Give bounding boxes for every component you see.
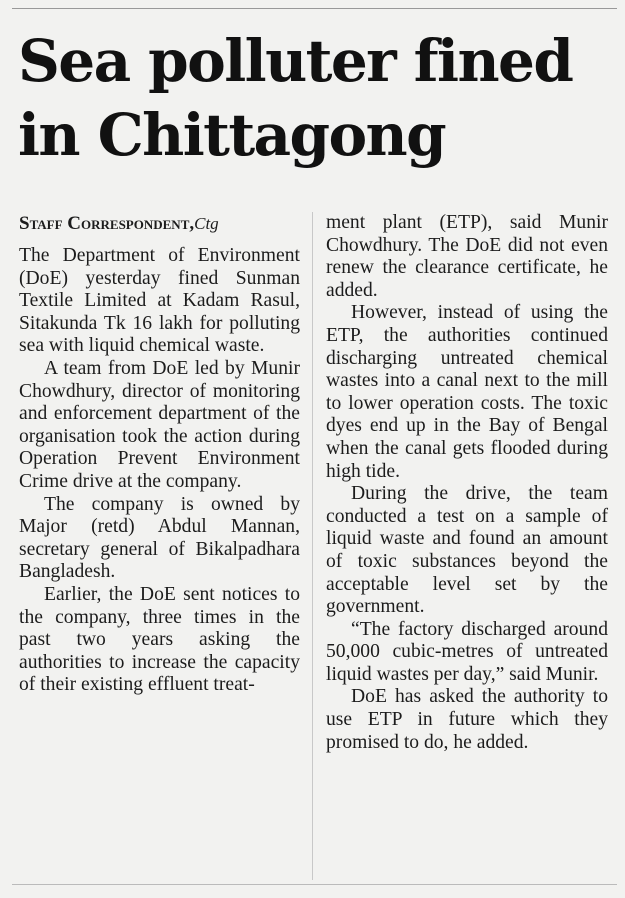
paragraph: Earlier, the DoE sent notices to the company, three times in the past two years asking the authorities to increase the capacity of their existing effluent treat- <box>19 583 300 696</box>
paragraph: ment plant (ETP), said Munir Chowdhury. The DoE did not even renew the clearance certificate, he added. <box>326 212 608 301</box>
article-column-right <box>326 212 608 754</box>
bottom-rule <box>12 884 617 885</box>
byline-name: Staff Correspondent <box>19 213 190 234</box>
column-divider <box>312 212 313 880</box>
paragraph: “The factory discharged around 50,000 cubic-metres of untreated liquid wastes per day,” said Munir. <box>326 618 608 685</box>
paragraph: The company is owned by Major (retd) Abdul Mannan, secretary general of Bikalpadhara Bangladesh. <box>19 493 300 583</box>
paragraph: During the drive, the team conducted a test on a sample of liquid waste and found an amount of toxic substances beyond the acceptable level set by the government. <box>326 483 608 618</box>
headline-line-1: Sea polluter fined <box>18 27 573 95</box>
byline <box>19 212 300 235</box>
top-rule <box>12 8 617 9</box>
headline <box>18 24 618 172</box>
paragraph: The Department of Environment (DoE) yesterday fined Sunman Textile Limited at Kadam Rasul, Sitakunda Tk 16 lakh for polluting sea with liquid chemical waste. <box>19 245 300 357</box>
byline-location: Ctg <box>194 214 219 233</box>
headline-line-2: in Chittagong <box>18 101 446 169</box>
paragraph: DoE has asked the authority to use ETP in future which they promised to do, he added. <box>326 686 608 753</box>
byline-separator: , <box>189 213 195 234</box>
article-column-left <box>19 212 300 697</box>
paragraph: However, instead of using the ETP, the authorities continued discharging untreated chemical wastes into a canal next to the mill to lower operation costs. The toxic dyes end up in the Bay of Bengal when the canal gets flooded during high tide. <box>326 302 608 482</box>
paragraph: A team from DoE led by Munir Chowdhury, director of monitoring and enforcement department of the organisation took the action during Operation Prevent Environment Crime drive at the company. <box>19 357 300 492</box>
